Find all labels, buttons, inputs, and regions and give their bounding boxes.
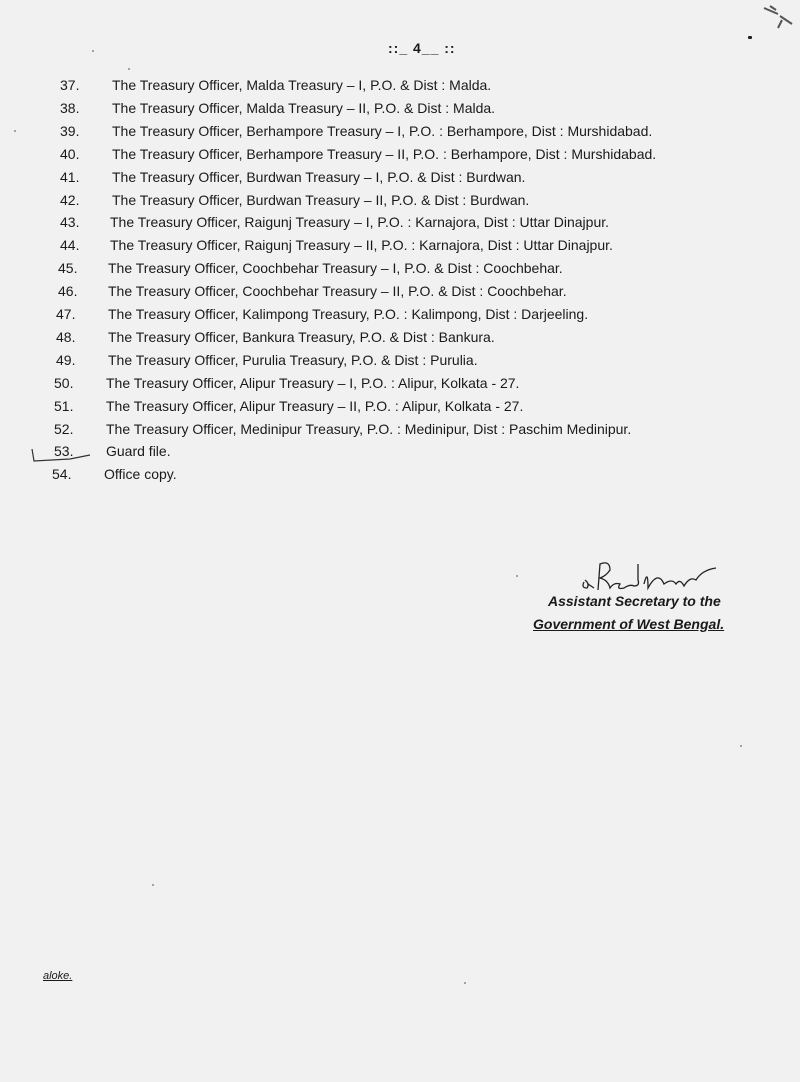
list-item-number: 45. xyxy=(58,260,78,277)
list-item-number: 37. xyxy=(60,77,80,93)
strike-through-mark xyxy=(30,445,92,465)
list-item-text: The Treasury Officer, Burdwan Treasury – I, P.O. & Dist : Burdwan. xyxy=(112,168,526,185)
list-item-number: 50. xyxy=(54,374,74,391)
list-item-number: 42. xyxy=(60,191,80,208)
list-item-number: 48. xyxy=(56,328,76,345)
list-item-number: 43. xyxy=(60,214,80,231)
list-item-number: 44. xyxy=(60,237,80,254)
list-item-number: 39. xyxy=(60,122,80,139)
list-item-text: The Treasury Officer, Malda Treasury – I, P.O. & Dist : Malda. xyxy=(112,77,492,93)
list-item-number: 51. xyxy=(54,397,74,414)
list-item-text: The Treasury Officer, Kalimpong Treasury, P.O. : Kalimpong, Dist : Darjeeling. xyxy=(108,306,589,322)
list-item-text: The Treasury Officer, Raigunj Treasury – I, P.O. : Karnajora, Dist : Uttar Dinajpur. xyxy=(110,214,610,231)
list-item-text: The Treasury Officer, Raigunj Treasury – II, P.O. : Karnajora, Dist : Uttar Dinajpur. xyxy=(110,237,613,254)
list-item-text: The Treasury Officer, Burdwan Treasury – II, P.O. & Dist : Burdwan. xyxy=(112,191,530,208)
list-item-text: The Treasury Officer, Alipur Treasury – I, P.O. : Alipur, Kolkata - 27. xyxy=(106,374,520,391)
page-number: ::_ 4__ :: xyxy=(388,40,456,56)
footer-initials: aloke. xyxy=(43,970,73,982)
list-item-number: 49. xyxy=(56,351,76,368)
list-item-text: The Treasury Officer, Malda Treasury – II, P.O. & Dist : Malda. xyxy=(112,99,496,116)
list-item-number: 40. xyxy=(60,145,80,162)
corner-pen-mark xyxy=(758,2,798,42)
list-item-number: 47. xyxy=(56,306,76,322)
signatory-organization: Government of West Bengal. xyxy=(533,616,725,632)
list-item-number: 38. xyxy=(60,99,80,116)
list-item-number: 52. xyxy=(54,420,74,437)
list-item-text: Office copy. xyxy=(104,466,177,483)
list-item-number: 46. xyxy=(58,283,78,300)
list-item-number: 41. xyxy=(60,168,80,185)
list-item-number: 54. xyxy=(52,466,72,483)
list-item-text: The Treasury Officer, Bankura Treasury, P.O. & Dist : Bankura. xyxy=(108,328,495,345)
list-item-text: The Treasury Officer, Purulia Treasury, P.O. & Dist : Purulia. xyxy=(108,351,478,368)
list-item-text: The Treasury Officer, Coochbehar Treasury – II, P.O. & Dist : Coochbehar. xyxy=(108,283,567,300)
signatory-designation: Assistant Secretary to the xyxy=(548,593,721,609)
list-item-text: The Treasury Officer, Coochbehar Treasury – I, P.O. & Dist : Coochbehar. xyxy=(108,260,563,277)
list-item-text: The Treasury Officer, Berhampore Treasury – II, P.O. : Berhampore, Dist : Murshidabad. xyxy=(112,145,657,162)
list-item-text: Guard file. xyxy=(106,443,171,460)
list-item-text: The Treasury Officer, Medinipur Treasury, P.O. : Medinipur, Dist : Paschim Medinipur. xyxy=(106,420,632,437)
list-item-number: 53. xyxy=(54,443,74,460)
list-item-text: The Treasury Officer, Berhampore Treasury – I, P.O. : Berhampore, Dist : Murshidabad. xyxy=(112,122,653,139)
list-item-text: The Treasury Officer, Alipur Treasury – II, P.O. : Alipur, Kolkata - 27. xyxy=(106,397,524,414)
